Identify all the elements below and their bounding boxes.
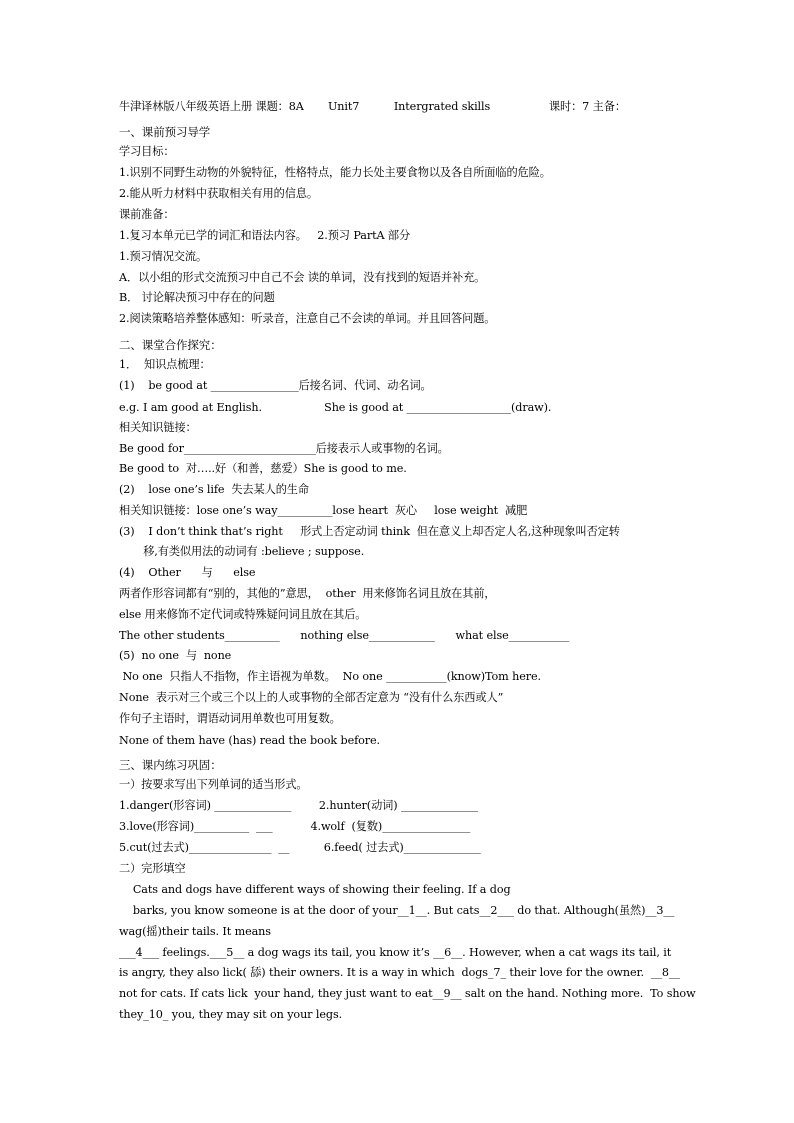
cloze-line-6: not for cats. If cats lick your hand, they just want to eat__9__ salt on the hand. Nothing more. To show <box>119 987 696 1000</box>
point-4-explain-b: else 用来修饰不定代词或特殊疑问词且放在其后。 <box>119 608 367 621</box>
point-1-good-to: Be good to 对…..好（和善，慈爱）She is good to me. <box>119 462 407 475</box>
exercise-row-3: 5.cut(过去式)_______________ __ 6.feed( 过去式)______________ <box>119 841 481 854</box>
section-3-title: 三、课内练习巩固： <box>119 758 222 772</box>
prep-item-a: A．以小组的形式交流预习中自己不会 读的单词，没有找到的短语并补充。 <box>119 271 486 284</box>
cloze-line-2: barks, you know someone is at the door of your__1__. But cats__2___ do that. Although(虽然)__3__ <box>119 904 675 917</box>
cloze-title: 二）完形填空 <box>119 862 186 875</box>
point-3-continued: 移,有类似用法的动词有 :believe ; suppose. <box>119 545 365 558</box>
point-5-example: None of them have (has) read the book before. <box>119 734 380 747</box>
prep-label: 课前准备： <box>119 208 175 221</box>
exercise-row-2: 3.love(形容词)__________ ___ 4.wolf (复数)________________ <box>119 820 471 833</box>
prep-item-2: 1.预习情况交流。 <box>119 250 208 263</box>
point-4: (4) Other 与 else <box>119 566 256 579</box>
cloze-line-4: ___4___ feelings.___5__ a dog wags its tail, you know it’s __6__. However, when a cat wags its tail, it <box>119 946 672 959</box>
point-5: (5) no one 与 none <box>119 649 232 662</box>
point-4-explain-a: 两者作形容词都有“别的，其他的”意思， other 用来修饰名词且放在其前， <box>119 587 496 600</box>
goals-label: 学习目标： <box>119 145 175 158</box>
point-5-explain-a: No one 只指人不指物，作主语视为单数。 No one ___________(know)Tom here. <box>119 670 541 683</box>
point-5-explain-c: 作句子主语时，谓语动词用单数也可用复数。 <box>119 712 341 725</box>
lesson-header: 牛津译林版八年级英语上册 课题：8A Unit7 Intergrated skills 课时：7 主备： <box>119 100 626 113</box>
point-3: (3) I don’t think that’s right 形式上否定动词 think 但在意义上却否定人名,这种现象叫否定转 <box>119 525 620 538</box>
related-knowledge-label: 相关知识链接： <box>119 421 197 434</box>
exercise-row-1: 1.danger(形容词) ______________ 2.hunter(动词) ______________ <box>119 799 478 812</box>
point-1-good-for: Be good for________________________后接表示人或事物的名词。 <box>119 442 449 455</box>
exercise-1-title: 一）按要求写出下列单词的适当形式。 <box>119 778 308 791</box>
cloze-line-5: is angry, they also lick( 舔) their owners. It is a way in which dogs_7_ their love for the owner. __8__ <box>119 966 680 979</box>
point-2: (2) lose one’s life 失去某人的生命 <box>119 483 309 496</box>
cloze-line-7: they_10_ you, they may sit on your legs. <box>119 1008 343 1021</box>
cloze-line-1: Cats and dogs have different ways of showing their feeling. If a dog <box>119 883 511 896</box>
knowledge-points-title: 1． 知识点梳理： <box>119 358 211 371</box>
point-5-explain-b: None 表示对三个或三个以上的人或事物的全部否定意为 “没有什么东西或人” <box>119 691 504 704</box>
prep-item-1: 1.复习本单元已学的词汇和语法内容。 2.预习 PartA 部分 <box>119 229 411 242</box>
prep-item-b: B． 讨论解决预习中存在的问题 <box>119 291 275 304</box>
point-1: (1) be good at ________________后接名词、代词、动名词。 <box>119 379 432 392</box>
cloze-line-3: wag(摇)their tails. It means <box>119 925 271 938</box>
section-1-title: 一、课前预习导学 <box>119 125 211 139</box>
goal-1: 1.识别不同野生动物的外貌特征，性格特点，能力长处主要食物以及各自所面临的危险。 <box>119 166 551 179</box>
prep-item-3: 2.阅读策略培养整体感知：听录音，注意自己不会读的单词。并且回答问题。 <box>119 312 496 325</box>
point-4-blanks: The other students__________ nothing else____________ what else___________ <box>119 629 570 642</box>
goal-2: 2.能从听力材料中获取相关有用的信息。 <box>119 187 318 200</box>
point-2-related: 相关知识链接：lose one’s way__________lose heart 灰心 lose weight 减肥 <box>119 504 528 517</box>
section-2-title: 二、课堂合作探究： <box>119 338 222 352</box>
point-1-example: e.g. I am good at English. She is good at ___________________(draw). <box>119 401 552 414</box>
